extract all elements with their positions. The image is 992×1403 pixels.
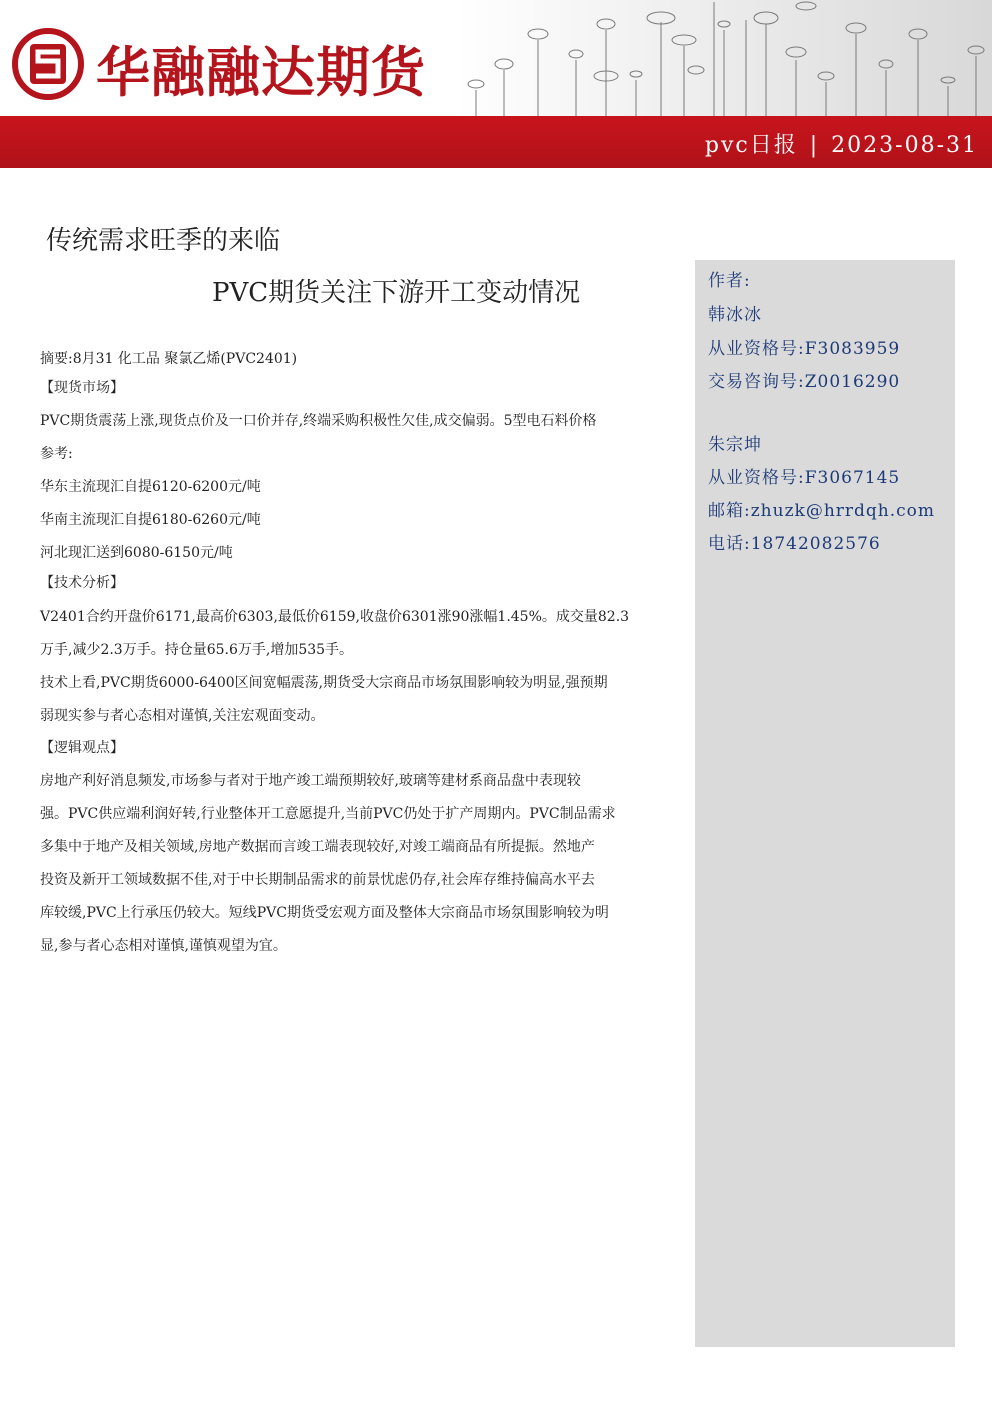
spot-line: 河北现汇送到6080-6150元/吨 [40, 545, 233, 561]
brand-name: 华融融达期货 [96, 41, 426, 104]
tech-heading: 【技术分析】 [40, 575, 124, 591]
tech-line: 万手,减少2.3万手。持仓量65.6万手,增加535手。 [40, 642, 354, 658]
author-1-consult: 交易咨询号:Z0016290 [708, 372, 901, 392]
tech-line: V2401合约开盘价6171,最高价6303,最低价6159,收盘价6301涨90涨幅1.45%。成交量82.3 [40, 609, 630, 625]
author-1-name: 韩冰冰 [708, 305, 762, 325]
spot-line: 华南主流现汇自提6180-6260元/吨 [40, 512, 261, 528]
spot-line: 参考: [40, 446, 73, 462]
logic-line: 显,参与者心态相对谨慎,谨慎观望为宜。 [40, 938, 287, 954]
author-sidebar [695, 260, 955, 1347]
separator: | [809, 133, 820, 158]
logic-heading: 【逻辑观点】 [40, 740, 124, 756]
sub-title: PVC期货关注下游开工变动情况 [212, 278, 581, 308]
report-info [705, 128, 978, 159]
company-logo [12, 28, 84, 100]
logic-line: 强。PVC供应端利润好转,行业整体开工意愿提升,当前PVC仍处于扩产周期内。PVC制品需求 [40, 806, 616, 822]
logic-line: 库较缓,PVC上行承压仍较大。短线PVC期货受宏观方面及整体大宗商品市场氛围影响较为明 [40, 905, 609, 921]
tech-line: 弱现实参与者心态相对谨慎,关注宏观面变动。 [40, 708, 325, 724]
author-1-qualification: 从业资格号:F3083959 [708, 339, 901, 359]
summary-line: 摘要:8月31 化工品 聚氯乙烯(PVC2401) [40, 351, 298, 367]
logic-line: 投资及新开工领域数据不佳,对于中长期制品需求的前景忧虑仍存,社会库存维持偏高水平去 [40, 872, 595, 888]
author-2-email: 邮箱:zhuzk@hrrdqh.com [708, 501, 936, 521]
author-2-name: 朱宗坤 [708, 435, 762, 455]
header-decoration [456, 0, 992, 118]
main-title: 传统需求旺季的来临 [46, 226, 281, 256]
tech-line: 技术上看,PVC期货6000-6400区间宽幅震荡,期货受大宗商品市场氛围影响较为明显,强预期 [40, 675, 608, 691]
author-2-phone: 电话:18742082576 [708, 534, 881, 554]
author-2-qualification: 从业资格号:F3067145 [708, 468, 901, 488]
spot-line: 华东主流现汇自提6120-6200元/吨 [40, 479, 261, 495]
logic-line: 房地产利好消息频发,市场参与者对于地产竣工端预期较好,玻璃等建材系商品盘中表现较 [40, 773, 581, 789]
spot-line: PVC期货震荡上涨,现货点价及一口价并存,终端采购积极性欠佳,成交偏弱。5型电石料价格 [40, 413, 597, 429]
report-type: pvc日报 [704, 133, 798, 158]
report-date: 2023-08-31 [831, 133, 978, 158]
author-label: 作者: [708, 271, 751, 291]
logic-line: 多集中于地产及相关领域,房地产数据而言竣工端表现较好,对竣工端商品有所提振。然地产 [40, 839, 595, 855]
spot-heading: 【现货市场】 [40, 380, 124, 396]
